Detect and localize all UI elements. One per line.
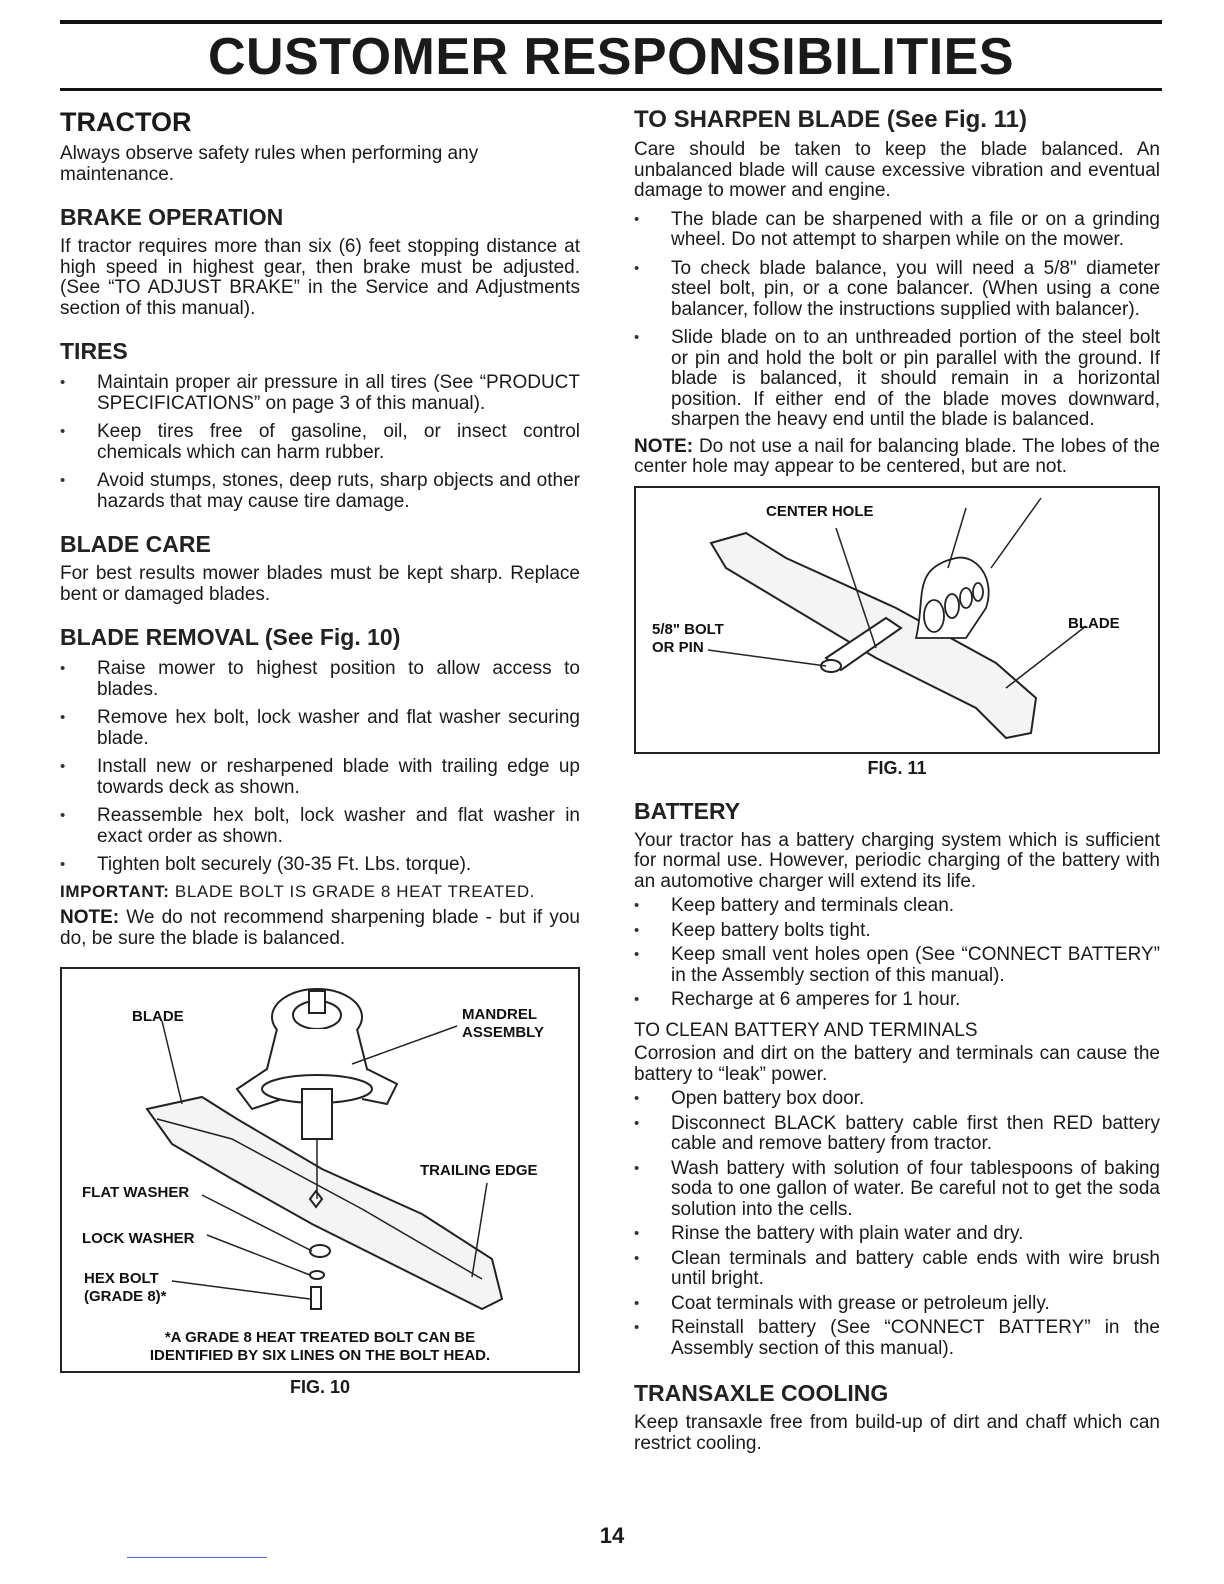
fig10-label-mandrel: MANDREL [462,1006,537,1023]
brake-text: If tractor requires more than six (6) feet stopping distance at high speed in highest gear, then brake must be adjusted. (See “TO ADJUST BRAKE” in the Service and Adjustments section of this manual). [60,236,580,319]
fig10-label-grade: (GRADE 8)* [84,1288,167,1305]
fig11-caption: FIG. 11 [867,757,927,778]
right-column [634,100,1160,1454]
clean-list [634,1089,1160,1359]
fig10-label-assembly: ASSEMBLY [462,1024,544,1041]
clean-heading: TO CLEAN BATTERY AND TERMINALS [634,1019,978,1041]
title-rule [60,88,1162,91]
list-item: • Slide blade on to an unthreaded portion of the steel bolt or pin and hold the bolt or pin parallel with the ground. If blade is balanced, it should remain in a horizontal position. If either end of the blade moves downward, sharpen the heavy end until the blade is balanced. [634,328,1160,431]
tractor-text: Always observe safety rules when performing any maintenance. [60,143,479,185]
important-note: IMPORTANT: BLADE BOLT IS GRADE 8 HEAT TREATED. [60,881,536,901]
blade-care-text: For best results mower blades must be kept sharp. Replace bent or damaged blades. [60,563,580,605]
fig11-label-center-hole: CENTER HOLE [766,502,874,520]
list-item: • The blade can be sharpened with a file or on a grinding wheel. Do not attempt to sharpen while on the mower. [634,210,1160,251]
list-item: • Tighten bolt securely (30-35 Ft. Lbs. torque). [60,855,580,876]
blade-care-heading: BLADE CARE [60,531,211,557]
list-item: • Coat terminals with grease or petroleum jelly. [634,1294,1160,1315]
list-item: • Keep battery and terminals clean. [634,896,1160,917]
transaxle-text: Keep transaxle free from build-up of dirt and chaff which can restrict cooling. [634,1412,1160,1454]
list-item: • Avoid stumps, stones, deep ruts, sharp objects and other hazards that may cause tire damage. [60,471,580,512]
list-item: • Raise mower to highest position to allow access to blades. [60,659,580,700]
tires-list [60,373,580,512]
fig10-label-hex-bolt: HEX BOLT [84,1270,159,1287]
list-item: • Disconnect BLACK battery cable first then RED battery cable and remove battery from tractor. [634,1114,1160,1155]
fig10-label-blade: BLADE [132,1008,184,1025]
list-item: • Reinstall battery (See “CONNECT BATTERY” in the Assembly section of this manual). [634,1318,1160,1359]
blade-removal-list [60,659,580,876]
fig10-label-trailing-edge: TRAILING EDGE [420,1162,538,1179]
battery-text: Your tractor has a battery charging system which is sufficient for normal use. However, periodic charging of the battery with an automotive charger will extend its life. [634,829,1160,892]
fig10-label-lock-washer: LOCK WASHER [82,1230,195,1247]
tractor-heading: TRACTOR [60,107,192,137]
balance-note: NOTE: Do not use a nail for balancing blade. The lobes of the center hole may appear to be centered, but are not. [634,435,1160,477]
fig10-label-flat-washer: FLAT WASHER [82,1184,190,1201]
list-item: • Keep tires free of gasoline, oil, or insect control chemicals which can harm rubber. [60,422,580,463]
sharpening-note: NOTE: We do not recommend sharpening blade - but if you do, be sure the blade is balanced. [60,907,580,949]
fig11-box [634,486,1160,754]
list-item: • Maintain proper air pressure in all tires (See “PRODUCT SPECIFICATIONS” on page 3 of this manual). [60,373,580,414]
page-number: 14 [599,1523,625,1548]
fig11-label-bolt: 5/8" BOLT [652,620,724,638]
sharpen-heading: TO SHARPEN BLADE (See Fig. 11) [634,106,1027,133]
fig11-label-blade: BLADE [1068,614,1120,632]
fig10-footnote-line2: IDENTIFIED BY SIX LINES ON THE BOLT HEAD. [149,1347,491,1364]
footer-rule [127,1557,267,1558]
list-item: • Open battery box door. [634,1089,1160,1110]
list-item: • Install new or resharpened blade with trailing edge up towards deck as shown. [60,757,580,798]
left-column [60,100,580,1398]
transaxle-heading: TRANSAXLE COOLING [634,1380,889,1406]
tires-heading: TIRES [60,338,128,364]
list-item: • To check blade balance, you will need a 5/8" diameter steel bolt, pin, or a cone balancer. (When using a cone balancer, follow the instructions supplied with balancer). [634,259,1160,321]
fig11-label-or-pin: OR PIN [652,638,704,656]
list-item: • Wash battery with solution of four tablespoons of baking soda to one gallon of water. Be careful not to get the soda solution into the cells. [634,1159,1160,1221]
list-item: • Keep battery bolts tight. [634,921,1160,942]
battery-heading: BATTERY [634,797,741,824]
sharpen-text: Care should be taken to keep the blade balanced. An unbalanced blade will cause excessive vibration and eventual damage to mower and engine. [634,139,1160,201]
page-title: CUSTOMER RESPONSIBILITIES [207,28,1015,86]
list-item: • Keep small vent holes open (See “CONNECT BATTERY” in the Assembly section of this manual). [634,945,1160,986]
top-rule [60,20,1162,24]
list-item: • Rinse the battery with plain water and dry. [634,1224,1160,1245]
list-item: • Remove hex bolt, lock washer and flat washer securing blade. [60,708,580,749]
clean-text: Corrosion and dirt on the battery and terminals can cause the battery to “leak” power. [634,1043,1160,1085]
list-item: • Reassemble hex bolt, lock washer and flat washer in exact order as shown. [60,806,580,847]
fig10-caption: FIG. 10 [289,1377,351,1397]
fig10-box [60,967,580,1373]
list-item: • Clean terminals and battery cable ends with wire brush until bright. [634,1249,1160,1290]
list-item: • Recharge at 6 amperes for 1 hour. [634,990,1160,1011]
brake-heading: BRAKE OPERATION [60,204,284,230]
battery-list [634,896,1160,1011]
blade-removal-heading: BLADE REMOVAL (See Fig. 10) [60,624,401,650]
fig10-footnote-line1: *A GRADE 8 HEAT TREATED BOLT CAN BE [164,1329,476,1346]
sharpen-list [634,210,1160,431]
